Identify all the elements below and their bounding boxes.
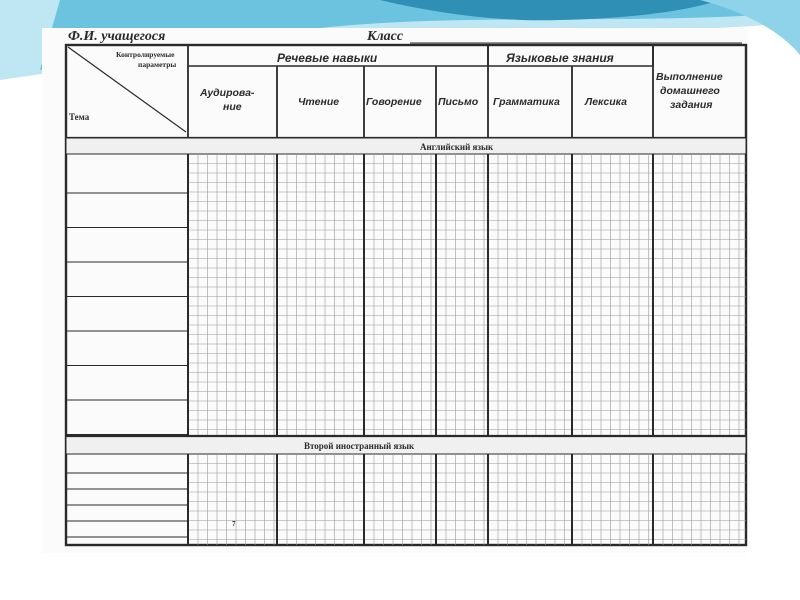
speech-skills-header: Речевые навыки — [277, 51, 378, 65]
col-grammar: Грамматика — [493, 96, 560, 108]
col-homework-line1: Выполнение — [656, 71, 723, 83]
col-listening-line2: ние — [223, 101, 242, 113]
grid-layer — [66, 45, 746, 545]
form-table — [42, 28, 748, 553]
topic-label: Тема — [69, 112, 90, 122]
section-english-label: Английский язык — [420, 142, 494, 152]
section-second-label: Второй иностранный язык — [304, 441, 415, 451]
student-name-label: Ф.И. учащегося — [68, 29, 166, 44]
col-vocabulary: Лексика — [585, 96, 627, 108]
controlled-parameters-label-2: параметры — [138, 60, 177, 69]
table-frame — [66, 45, 746, 545]
col-listening-line1: Аудирова- — [200, 87, 255, 99]
stray-mark: 7 — [232, 520, 236, 528]
col-homework-line2: домашнего — [660, 85, 720, 97]
section-band-english — [66, 138, 746, 154]
col-writing: Письмо — [438, 96, 479, 108]
col-speaking: Говорение — [366, 96, 422, 108]
scanned-form-sheet — [42, 28, 748, 553]
col-reading: Чтение — [298, 96, 340, 108]
col-homework-line3: задания — [670, 99, 713, 111]
language-knowledge-header: Языковые знания — [506, 51, 614, 65]
class-label: Класс — [367, 29, 404, 44]
controlled-parameters-label: Контролируемые — [116, 50, 175, 59]
